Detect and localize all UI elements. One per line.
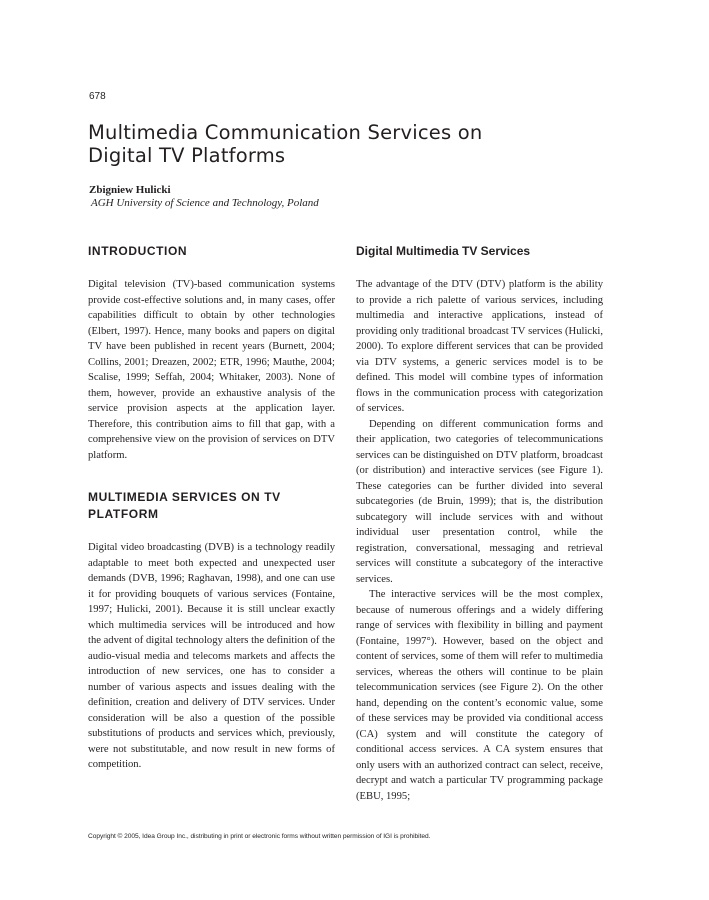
author-affiliation: AGH University of Science and Technology, Poland xyxy=(91,197,319,209)
article-title-line-1: Multimedia Communication Services on xyxy=(88,121,483,144)
copyright-notice: Copyright © 2005, Idea Group Inc., distributing in print or electronic forms without written permission of IGI is prohibited. xyxy=(88,833,431,840)
right-paragraph-2: Depending on different communication forms and their application, two categories of telecommunications services can be distinguished on DTV platform, broadcast (or distribution) and interactive services (see Figure 1). These categories can be further divided into several subcategories (de Bruin, 1999); that is, the distribution subcategory will include services with and without individual user presentation control, while the registration, conversational, messaging and retrieval services will constitute a subcategory of the interactive services. xyxy=(356,418,603,585)
digital-multimedia-tv-services-heading: Digital Multimedia TV Services xyxy=(356,244,531,258)
multimedia-services-heading xyxy=(88,489,335,523)
right-paragraph-3: The interactive services will be the most complex, because of numerous offerings and a widely differing range of services with flexibility in billing and payment (Fontaine, 1997°). However, based on the object and content of services, some of them will refer to multimedia services, whereas the others will continue to be plain telecommunication services (see Figure 2). On the other hand, depending on the content’s economic value, some of these services may be provided via conditional access (CA) system and will constitute the category of conditional access services. A CA system ensures that only users with an authorized contract can select, receive, decrypt and watch a particular TV programming package (EBU, 1995; xyxy=(356,589,603,802)
right-column xyxy=(356,243,603,804)
introduction-heading: INTRODUCTION xyxy=(88,244,188,258)
multimedia-services-heading-line-2: PLATFORM xyxy=(88,507,159,521)
author-name: Zbigniew Hulicki xyxy=(89,184,171,196)
multimedia-services-heading-line-1: MULTIMEDIA SERVICES ON TV xyxy=(88,490,281,504)
article-title-line-2: Digital TV Platforms xyxy=(88,144,286,167)
article-title xyxy=(88,121,628,167)
multimedia-services-paragraph: Digital video broadcasting (DVB) is a technology readily adaptable to meet both expected and unexpected user demands (DVB, 1996; Raghavan, 1998), and one can use it for providing bouquets of various services (Fontaine, 1997; Hulicki, 2001). Because it is still unclear exactly which multimedia services will be introduced and how the advent of digital technology alters the definition of the audio-visual media and telecoms markets and affects the introduction of new services, one has to consider a number of various aspects and issues dealing with the definition, creation and delivery of DTV services. Under consideration will be also a question of the possible substitutions of products and services which, previously, were not substitutable, and now result in new forms of competition. xyxy=(88,542,335,770)
right-paragraph-1: The advantage of the DTV (DTV) platform is the ability to provide a rich palette of various services, including multimedia and interactive applications, instead of providing only traditional broadcast TV services (Hulicki, 2000). To explore different services that can be provided via DTV systems, a generic services model is to be defined. This model will combine types of information flows in the communication process with categorization of services. xyxy=(356,279,603,414)
page-number: 678 xyxy=(89,91,106,102)
introduction-paragraph: Digital television (TV)-based communication systems provide cost-effective solutions and, in many cases, offer capabilities difficult to obtain by other technologies (Elbert, 1997). Hence, many books and papers on digital TV have been published in recent years (Burnett, 2004; Collins, 2001; Dreazen, 2002; ETR, 1996; Mauthe, 2004; Scalise, 1999; Seffah, 2004; Whitaker, 2003). None of them, however, provide an exhaustive analysis of the service provision aspects at the application layer. Therefore, this contribution aims to fill that gap, with a comprehensive view on the provision of services on DTV platform. xyxy=(88,279,335,461)
left-column xyxy=(88,243,335,773)
